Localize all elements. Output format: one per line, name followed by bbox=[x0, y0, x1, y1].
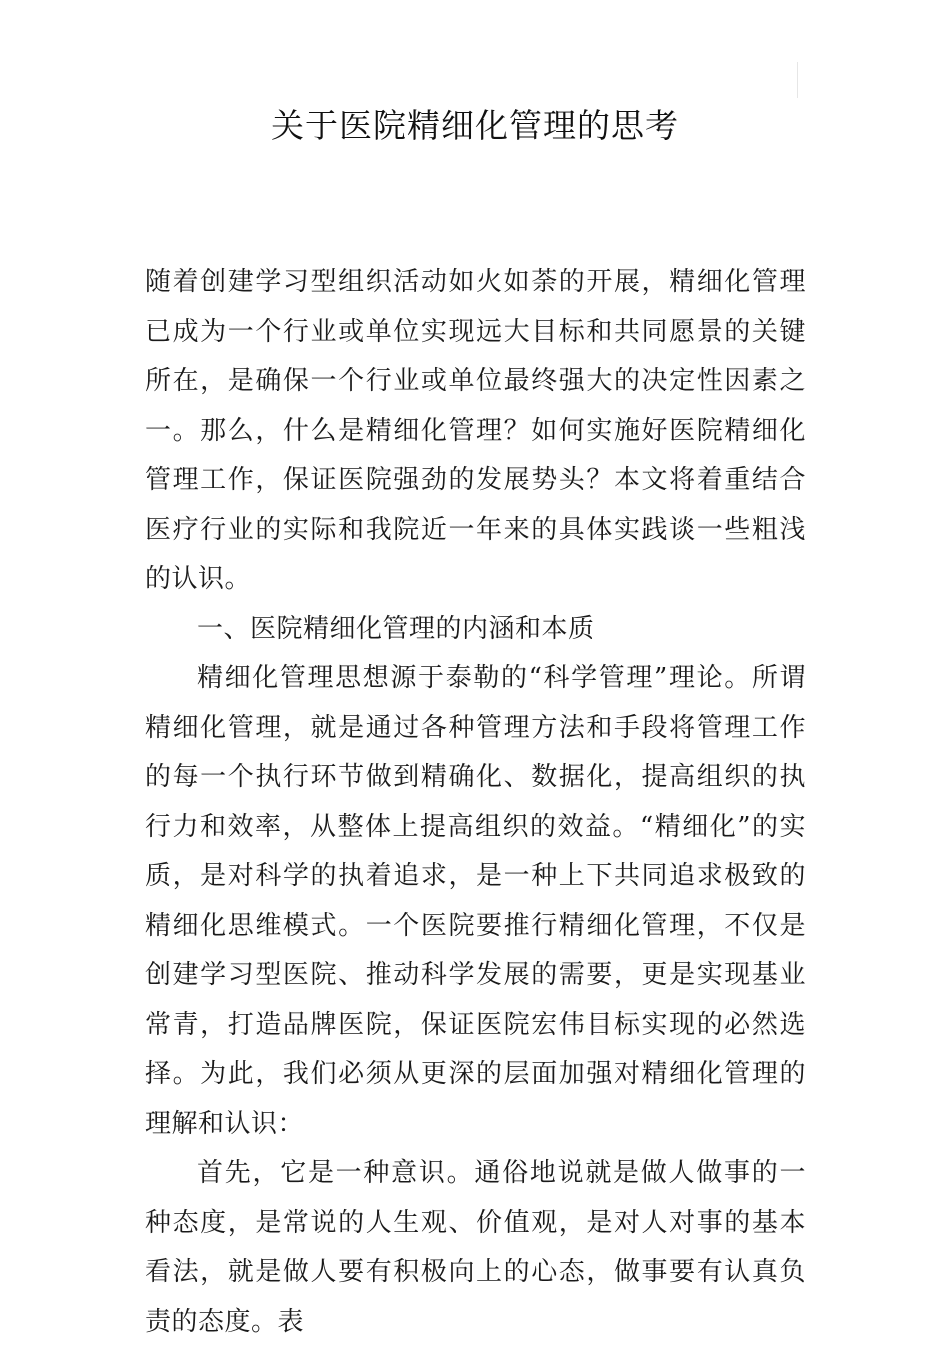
section-heading: 一、医院精细化管理的内涵和本质 bbox=[197, 613, 595, 644]
document-body bbox=[145, 258, 806, 1347]
document-title: 关于医院精细化管理的思考 bbox=[271, 106, 679, 145]
paragraph-definition: 精细化管理思想源于泰勒的“科学管理”理论。所谓精细化管理，就是通过各种管理方法和手段将管理工作的每一个执行环节做到精确化、数据化，提高组织的执行力和效率，从整体上提高组织的效益。“精细化”的实质，是对科学的执着追求，是一种上下共同追求极致的精细化思维模式。一个医院要推行精细化管理，不仅是创建学习型医院、推动科学发展的需要，更是实现基业常青，打造品牌医院，保证医院宏伟目标实现的必然选择。为此，我们必须从更深的层面加强对精细化管理的理解和认识： bbox=[145, 663, 806, 1139]
paragraph-intro: 随着创建学习型组织活动如火如荼的开展，精细化管理已成为一个行业或单位实现远大目标和共同愿景的关键所在，是确保一个行业或单位最终强大的决定性因素之一。那么，什么是精细化管理？如何实施好医院精细化管理工作，保证医院强劲的发展势头？本文将着重结合医疗行业的实际和我院近一年来的具体实践谈一些粗浅的认识。 bbox=[145, 267, 806, 594]
paragraph-first-point: 首先，它是一种意识。通俗地说就是做人做事的一种态度，是常说的人生观、价值观，是对人对事的基本看法，就是做人要有积极向上的心态，做事要有认真负责的态度。表 bbox=[145, 1158, 806, 1337]
page-corner-mark bbox=[797, 62, 798, 98]
